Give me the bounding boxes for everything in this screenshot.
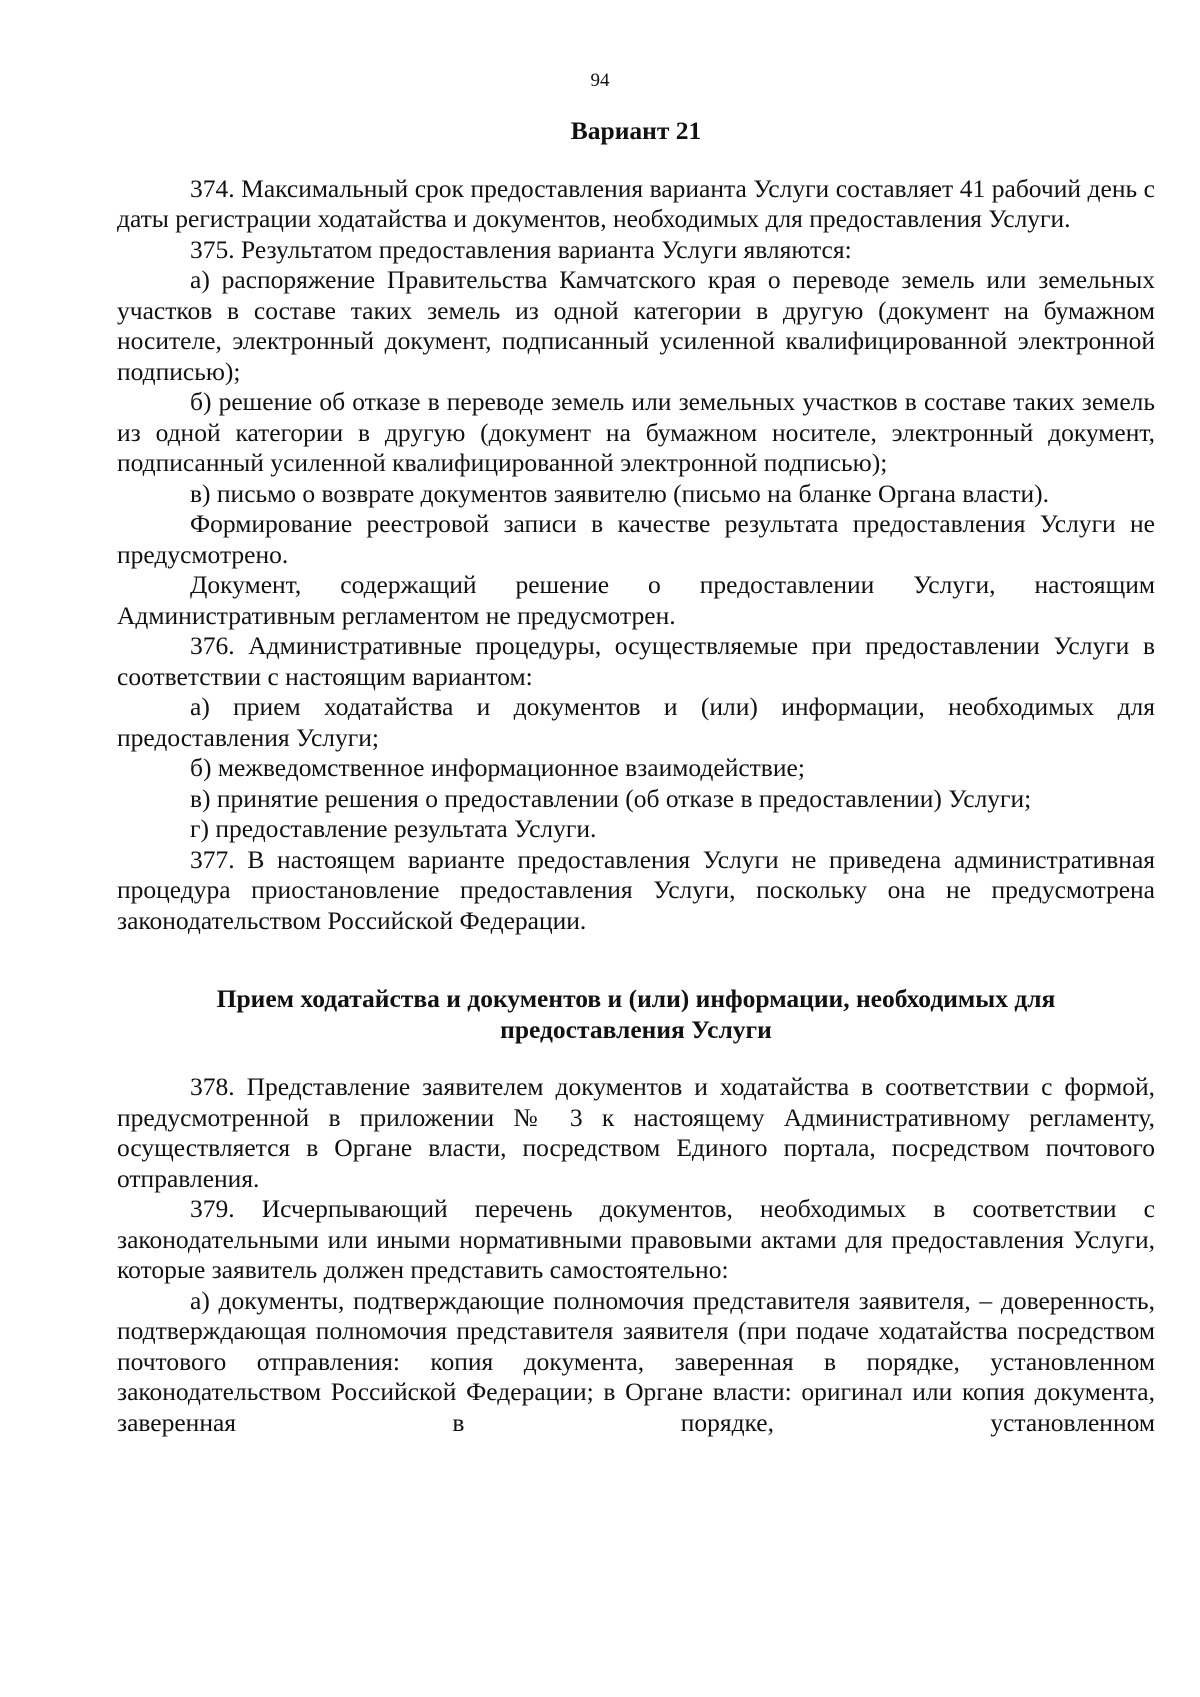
paragraph-375: 375. Результатом предоставления варианта Услуги являются: — [190, 234, 852, 264]
section-heading: Прием ходатайства и документов и (или) информации, необходимых для предоставления Услуги — [216, 984, 1056, 1044]
paragraph-375-v: в) письмо о возврате документов заявителю (письмо на бланке Органа власти). — [190, 478, 1049, 508]
paragraph-376-g: г) предоставление результата Услуги. — [190, 814, 597, 843]
paragraph-378: 378. Представление заявителем документов и ходатайства в соответствии с формой, предусмотренной в приложении № 3 к настоящему Административному регламенту, осуществляется в Органе власти, посредством Единого портала, посредством почтового отправления. — [117, 1072, 1155, 1193]
paragraph-375-b: б) решение об отказе в переводе земель или земельных участков в составе таких земель из одной категории в другую (документ на бумажном носителе, электронный документ, подписанный усиленной квалифицированной электронной подписью); — [117, 387, 1155, 477]
paragraph-377: 377. В настоящем варианте предоставления Услуги не приведена административная процедура приостановление предоставления Услуги, поскольку она не предусмотрена законодательством Российской Федерации. — [117, 844, 1155, 935]
paragraph-376-v: в) принятие решения о предоставлении (об отказе в предоставлении) Услуги; — [190, 783, 1032, 813]
paragraph-375-a: а) распоряжение Правительства Камчатского края о переводе земель или земельных участков в составе таких земель из одной категории в другую (документ на бумажном носителе, электронный документ, подписанный усиленной квалифицированной электронной подписью); — [117, 265, 1155, 386]
variant-heading: Вариант 21 — [570, 116, 702, 145]
paragraph-376-a: а) прием ходатайства и документов и (или) информации, необходимых для предоставления Услуги; — [117, 692, 1155, 752]
paragraph-376: 376. Административные процедуры, осуществляемые при предоставлении Услуги в соответствии с настоящим вариантом: — [117, 631, 1155, 691]
document-body — [117, 116, 1155, 1438]
paragraph-decision-document: Документ, содержащий решение о предоставлении Услуги, настоящим Административным регламентом не предусмотрен. — [117, 570, 1155, 630]
paragraph-registry-record: Формирование реестровой записи в качестве результата предоставления Услуги не предусмотрено. — [117, 509, 1155, 569]
paragraph-379: 379. Исчерпывающий перечень документов, необходимых в соответствии с законодательными или иными нормативными правовыми актами для предоставления Услуги, которые заявитель должен представить самостоятельно: — [117, 1194, 1155, 1284]
page-number: 94 — [590, 70, 610, 91]
paragraph-379-a: а) документы, подтверждающие полномочия представителя заявителя, – доверенность, подтверждающая полномочия представителя заявителя (при подаче ходатайства посредством почтового отправления: копия документа, заверенная в порядке, установленном законодательством Российской Федерации; в Органе власти: оригинал или копия документа, заверенная в порядке, установленном — [117, 1285, 1155, 1437]
paragraph-374: 374. Максимальный срок предоставления варианта Услуги составляет 41 рабочий день с даты регистрации ходатайства и документов, необходимых для предоставления Услуги. — [117, 173, 1155, 233]
paragraph-376-b: б) межведомственное информационное взаимодействие; — [190, 753, 805, 782]
